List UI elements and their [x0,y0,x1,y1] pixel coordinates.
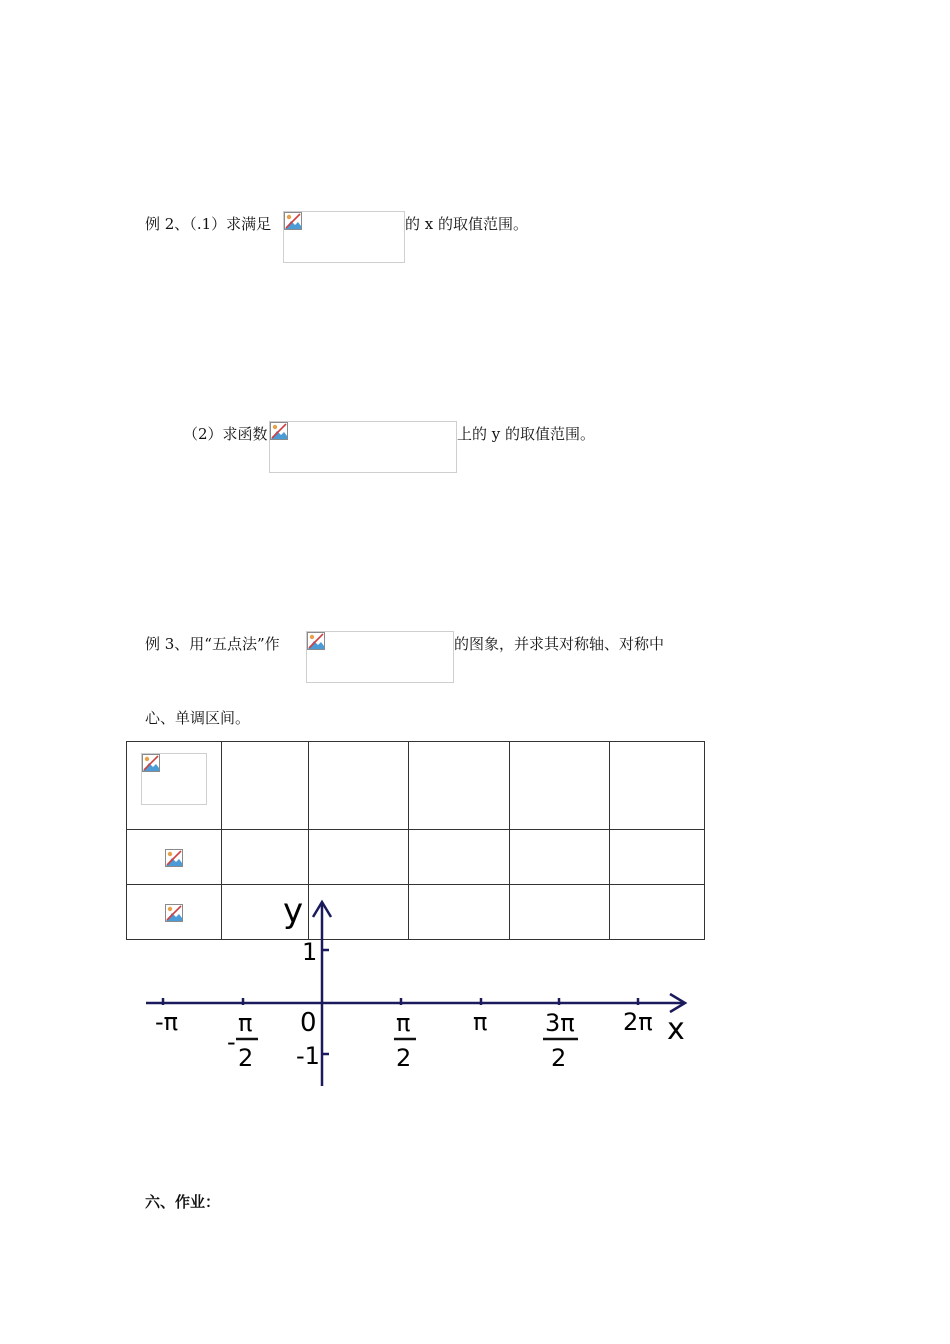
example2-part1-mid: ）求满足 [211,215,272,233]
x-tick-label: -π [155,1008,179,1036]
y-tick-label: -1 [296,1042,320,1070]
table-cell [510,742,610,830]
table-cell [127,830,222,885]
example2-part2: （2）求函数 [183,425,268,443]
broken-image-icon [165,904,183,922]
table-cell [309,885,409,940]
five-point-table [126,741,705,940]
table-cell [610,885,705,940]
example2-part2-suffix: 上的 y 的取值范围。 [457,425,596,443]
table-cell [409,830,510,885]
example2-part1-suffix: 的 x 的取值范围。 [405,215,528,233]
table-cell [222,885,309,940]
table-cell [409,742,510,830]
x-tick-label: π [238,1009,253,1037]
x-axis-label: x [667,1012,685,1047]
x-tick-sign: - [227,1028,236,1056]
origin-label: 0 [300,1008,317,1038]
x-tick-label: π [473,1008,488,1036]
table-cell [409,885,510,940]
broken-image-icon [270,422,288,440]
broken-image-icon [165,849,183,867]
formula-image-placeholder [306,631,454,683]
x-tick-label: 3π [545,1009,575,1037]
broken-image-icon [142,754,160,772]
formula-image-placeholder [283,211,405,263]
table-cell [127,885,222,940]
example3-line1: 例 3、用“五点法”作 [145,635,280,653]
x-tick-label: π [396,1009,411,1037]
table-cell [309,830,409,885]
example3-line2: 心、单调区间。 [145,709,251,727]
y-tick-label: 1 [302,938,318,966]
example2-part1 [145,214,271,234]
table-cell [309,742,409,830]
x-tick-label: 2π [623,1008,653,1036]
example2-prefix: 例 2、（ [145,215,197,233]
x-tick-label: 2 [396,1044,412,1072]
x-tick-label: 2 [238,1044,254,1072]
section-heading: 六、作业： [145,1193,221,1211]
x-axis-arrow [670,994,685,1012]
table-cell [127,742,222,830]
table-cell [510,830,610,885]
table-cell [610,742,705,830]
table-cell [510,885,610,940]
table-cell [222,742,309,830]
x-tick-label: 2 [551,1044,567,1072]
example2-part1-num: .1 [196,215,212,233]
table-cell [222,830,309,885]
broken-image-icon [307,632,325,650]
broken-image-icon [284,212,302,230]
example3-line1-suffix: 的图象，并求其对称轴、对称中 [454,635,665,653]
y-axis-label: y [283,891,304,931]
table-cell [610,830,705,885]
formula-image-placeholder [141,753,207,805]
formula-image-placeholder [269,421,457,473]
